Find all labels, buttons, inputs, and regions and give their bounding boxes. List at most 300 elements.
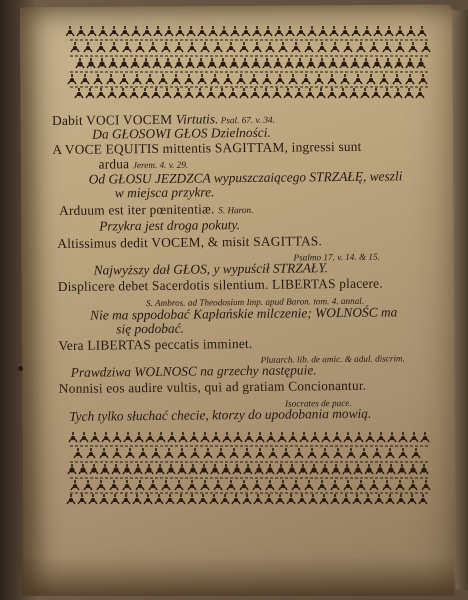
ornament-motif (292, 42, 300, 52)
text-run: Plutarch. lib. de amic. & adul. discrim. (260, 353, 406, 365)
ornament-motif (399, 432, 407, 442)
page-shadow (22, 556, 454, 596)
ornament-motif (364, 494, 372, 504)
text-run: Nie ma sppodobać Kapłańskie milczenie; WOLNOŚC ma (90, 304, 398, 323)
text-run: Da GŁOSOWI GŁOS Dzielności. (92, 124, 271, 142)
ornament-motif (409, 42, 417, 52)
ornament-motif (263, 58, 271, 68)
ornament-motif (110, 480, 118, 490)
ornament-motif (366, 432, 374, 442)
ornament-motif (357, 480, 365, 490)
ornament-motif (153, 58, 161, 68)
ornament-motif (241, 58, 249, 68)
ornament-motif (295, 448, 303, 458)
ornament-motif (162, 480, 170, 490)
ornament-motif (399, 448, 407, 458)
ornament-motif (299, 464, 307, 474)
ornament-motif (332, 464, 340, 474)
ornament-motif (328, 88, 336, 98)
text-line (58, 277, 383, 294)
ornament-motif (302, 74, 310, 84)
ornament-motif (187, 26, 195, 36)
text-run: Psal. 67. v. 34. (218, 114, 275, 126)
ornament-motif (76, 58, 84, 68)
ornament-motif (230, 448, 238, 458)
ornament-motif (131, 58, 139, 68)
ornament-motif (409, 480, 417, 490)
ornament-motif (99, 26, 107, 36)
ornament-motif (136, 42, 144, 52)
ornament-motif (97, 480, 105, 490)
ornament-motif (409, 464, 417, 474)
ornament-motif (273, 88, 281, 98)
ornament-motif (277, 464, 285, 474)
ornament-motif (144, 494, 152, 504)
ornament-motif (94, 74, 102, 84)
ornament-motif (318, 42, 326, 52)
ornament-motif (347, 448, 355, 458)
ornament-motif (217, 448, 225, 458)
text-line (116, 322, 184, 336)
ornament-motif (133, 74, 141, 84)
ornament-motif (408, 494, 416, 504)
ornament-motif (297, 26, 305, 36)
ornament-motif (81, 74, 89, 84)
ornament-motif (328, 74, 336, 84)
ornament-motif (223, 432, 231, 442)
ornament-motif (282, 448, 290, 458)
text-run: A VOCE EQUITIS mittentis SAGITTAM, ingressi sunt (52, 138, 362, 158)
ornament-motif (354, 464, 362, 474)
ornament-motif (396, 42, 404, 52)
text-run: Przykra jest droga pokuty. (99, 217, 241, 234)
ornament-motif (279, 42, 287, 52)
ornament-motif (227, 42, 235, 52)
text-run: Od GŁOSU JEZDZCA wypuszczaiącego STRZAŁĘ, weszli (88, 168, 403, 187)
ornament-motif (177, 494, 185, 504)
ornament-motif (86, 88, 94, 98)
ornament-motif (373, 448, 381, 458)
ornament-motif (330, 26, 338, 36)
ornament-motif (361, 88, 369, 98)
text-line (99, 218, 240, 233)
ornament-motif (123, 42, 131, 52)
ornament-motif (298, 494, 306, 504)
text-run: Nonnisi eos audire vultis, qui ad gratiam Concionantur. (58, 377, 367, 396)
ornament-motif (152, 88, 160, 98)
ornament-motif (355, 432, 363, 442)
ornament-motif (407, 26, 415, 36)
ornament-motif (266, 42, 274, 52)
ornament-motif (418, 26, 426, 36)
text-line (69, 407, 371, 424)
ornament-motif (197, 58, 205, 68)
ornament-motif (350, 88, 358, 98)
ornament-motif (374, 26, 382, 36)
ornament-motif (98, 58, 106, 68)
ornament-motif (394, 88, 402, 98)
ornament-motif (308, 448, 316, 458)
ornament-motif (250, 74, 258, 84)
ornament-motif (252, 58, 260, 68)
ornament-motif (289, 432, 297, 442)
ornament-motif (136, 480, 144, 490)
ornament-motif (165, 26, 173, 36)
ornament-motif (276, 494, 284, 504)
text-run: ardua (98, 156, 133, 172)
ornament-motif (231, 26, 239, 36)
ornament-motif (321, 448, 329, 458)
ornament-motif (100, 448, 108, 458)
ornament-motif (145, 464, 153, 474)
ornament-motif (69, 432, 77, 442)
ornament-motif (188, 42, 196, 52)
ornament-motif (334, 448, 342, 458)
ornament-motif (156, 464, 164, 474)
text-run: Dabit VOCI VOCEM (52, 111, 176, 129)
text-run: Arduum est iter pœnitentiæ. (58, 201, 219, 218)
ornament-motif (162, 42, 170, 52)
ornament-motif (88, 26, 96, 36)
ornament-motif (185, 74, 193, 84)
ornament-motif (233, 464, 241, 474)
ornament-motif (107, 74, 115, 84)
ornament-motif (410, 432, 418, 442)
ornament-motif (240, 480, 248, 490)
ornament-motif (295, 88, 303, 98)
text-run: S. Ambros. ad Theodosium Imp. apud Baron. tom. 4. annal. (145, 295, 365, 309)
ornament-motif (292, 480, 300, 490)
ornament-motif (264, 26, 272, 36)
ornament-motif (124, 432, 132, 442)
ornament-motif (317, 88, 325, 98)
ornament-motif (89, 494, 97, 504)
ornament-motif (186, 58, 194, 68)
ornament-motif (159, 74, 167, 84)
ornament-motif (322, 432, 330, 442)
ornament-motif (204, 448, 212, 458)
ornament-motif (396, 480, 404, 490)
ornament-motif (276, 74, 284, 84)
ornament-motif (265, 494, 273, 504)
ornament-motif (224, 74, 232, 84)
ornament-motif (149, 480, 157, 490)
ornament-motif (155, 494, 163, 504)
ornament-motif (375, 494, 383, 504)
ornament-motif (111, 494, 119, 504)
ornament-motif (340, 58, 348, 68)
ornament-motif (90, 464, 98, 474)
ornament-motif (232, 494, 240, 504)
ornament-motif (397, 494, 405, 504)
ornament-motif (339, 88, 347, 98)
ornament-motif (222, 464, 230, 474)
ornament-motif (267, 432, 275, 442)
ornament-motif (344, 42, 352, 52)
ornament-motif (331, 42, 339, 52)
text-run: Isocrates de pace. (285, 397, 352, 409)
ornament-motif (211, 74, 219, 84)
ornament-motif (130, 88, 138, 98)
ornament-motif (134, 464, 142, 474)
ornament-motif (189, 464, 197, 474)
ornament-motif (109, 58, 117, 68)
ornament-motif (71, 42, 79, 52)
ornament-motif (120, 74, 128, 84)
ornament-motif (344, 432, 352, 442)
ornament-motif (201, 480, 209, 490)
ornament-motif (383, 42, 391, 52)
bottom-ornament-band (66, 430, 432, 506)
ornament-motif (227, 480, 235, 490)
ornament-motif (412, 448, 420, 458)
ornament-motif (84, 480, 92, 490)
text-line (71, 363, 317, 379)
ornament-motif (152, 448, 160, 458)
ornament-motif (172, 74, 180, 84)
ornament-motif (174, 88, 182, 98)
top-ornament-svg (66, 24, 432, 100)
ornament-motif (198, 74, 206, 84)
ornament-motif (279, 480, 287, 490)
ornament-motif (112, 464, 120, 474)
ornament-motif (370, 42, 378, 52)
text-run: Altissimus dedit VOCEM, & misit SAGITTAS. (57, 233, 323, 251)
ornament-motif (87, 448, 95, 458)
ornament-motif (309, 494, 317, 504)
ornament-motif (384, 58, 392, 68)
ornament-motif (221, 494, 229, 504)
ornament-motif (211, 464, 219, 474)
ornament-motif (240, 88, 248, 98)
top-ornament-band (66, 24, 432, 100)
ornament-motif (74, 448, 82, 458)
ornament-motif (71, 480, 79, 490)
text-line (52, 140, 361, 157)
ornament-motif (178, 448, 186, 458)
ornament-motif (110, 26, 118, 36)
ornament-motif (296, 58, 304, 68)
ornament-motif (179, 432, 187, 442)
ornament-motif (218, 88, 226, 98)
ornament-motif (175, 58, 183, 68)
ornament-motif (285, 58, 293, 68)
ornament-motif (191, 448, 199, 458)
ornament-motif (360, 448, 368, 458)
ornament-motif (67, 494, 75, 504)
ornament-motif (123, 480, 131, 490)
ornament-motif (396, 26, 404, 36)
ornament-motif (354, 74, 362, 84)
text-run: się podobać. (116, 320, 185, 337)
ornament-motif (168, 432, 176, 442)
ornament-motif (167, 464, 175, 474)
ornament-motif (190, 432, 198, 442)
text-line (59, 202, 253, 217)
ornament-motif (214, 480, 222, 490)
ornament-motif (405, 88, 413, 98)
ornament-motif (119, 88, 127, 98)
ornament-motif (84, 42, 92, 52)
ornament-motif (305, 42, 313, 52)
text-run: Najwyższy dał GŁOS, y wypuścił STRZAŁY. (93, 260, 328, 278)
ornament-motif (101, 464, 109, 474)
ornament-motif (386, 494, 394, 504)
ornament-motif (97, 88, 105, 98)
ornament-motif (166, 494, 174, 504)
ornament-motif (201, 42, 209, 52)
ornament-motif (419, 494, 427, 504)
bottom-ornament-svg (66, 430, 432, 506)
ornament-motif (185, 88, 193, 98)
ornament-motif (341, 26, 349, 36)
ornament-motif (126, 448, 134, 458)
ornament-motif (341, 74, 349, 84)
ornament-motif (199, 494, 207, 504)
ornament-motif (165, 448, 173, 458)
ornament-motif (66, 26, 74, 36)
ornament-motif (139, 448, 147, 458)
ornament-motif (251, 88, 259, 98)
text-run: Tych tylko słuchać checie, ktorzy do upodobania mowią. (69, 405, 372, 424)
ornament-motif (100, 494, 108, 504)
ornament-motif (176, 26, 184, 36)
ornament-motif (331, 494, 339, 504)
ornament-motif (256, 432, 264, 442)
ornament-motif (219, 58, 227, 68)
ornament-motif (362, 58, 370, 68)
ornament-motif (200, 464, 208, 474)
ornament-motif (79, 464, 87, 474)
ornament-motif (319, 26, 327, 36)
ornament-motif (406, 74, 414, 84)
ornament-motif (370, 480, 378, 490)
ornament-motif (75, 88, 83, 98)
ornament-motif (254, 494, 262, 504)
text-run: Jerem. 4. v. 29. (132, 159, 189, 171)
ornament-motif (307, 58, 315, 68)
ornament-motif (255, 464, 263, 474)
ornament-motif (315, 74, 323, 84)
ornament-motif (305, 480, 313, 490)
ornament-motif (78, 494, 86, 504)
ornament-motif (77, 26, 85, 36)
text-run: Vera LIBERTAS peccatis imminet. (58, 335, 253, 353)
ornament-motif (121, 26, 129, 36)
ornament-motif (210, 494, 218, 504)
ornament-motif (68, 464, 76, 474)
ornament-motif (198, 26, 206, 36)
ornament-motif (318, 480, 326, 490)
ornament-motif (363, 26, 371, 36)
ink-mark (18, 366, 23, 371)
text-run: Prawdziwa WOLNOSC na grzechy następuie. (70, 362, 317, 380)
ornament-motif (320, 494, 328, 504)
ornament-motif (196, 88, 204, 98)
ornament-motif (310, 464, 318, 474)
ornament-motif (132, 26, 140, 36)
ornament-motif (318, 58, 326, 68)
ornament-motif (266, 464, 274, 474)
text-line (94, 261, 328, 277)
text-run: S. Haron. (218, 204, 254, 216)
ornament-motif (201, 432, 209, 442)
ornament-motif (352, 26, 360, 36)
ornament-motif (393, 74, 401, 84)
ornament-motif (321, 464, 329, 474)
ornament-motif (253, 42, 261, 52)
ornament-motif (266, 480, 274, 490)
ornament-motif (208, 58, 216, 68)
ornament-motif (422, 480, 430, 490)
ornament-motif (229, 88, 237, 98)
ornament-motif (220, 26, 228, 36)
ornament-motif (164, 58, 172, 68)
text-line (89, 169, 403, 186)
ornament-motif (262, 88, 270, 98)
ornament-motif (178, 464, 186, 474)
ornament-motif (395, 58, 403, 68)
ornament-motif (419, 74, 427, 84)
ornament-motif (333, 432, 341, 442)
ornament-motif (243, 494, 251, 504)
text-line (92, 126, 271, 141)
ornament-motif (143, 26, 151, 36)
ornament-motif (263, 74, 271, 84)
ornament-motif (288, 464, 296, 474)
ornament-motif (365, 464, 373, 474)
ornament-motif (141, 88, 149, 98)
ornament-motif (175, 42, 183, 52)
ornament-motif (344, 480, 352, 490)
ornament-motif (142, 58, 150, 68)
ornament-motif (284, 88, 292, 98)
ornament-motif (91, 432, 99, 442)
ornament-motif (385, 26, 393, 36)
ornament-motif (287, 494, 295, 504)
ornament-motif (163, 88, 171, 98)
ornament-motif (286, 26, 294, 36)
text-run: Virtutis. (175, 111, 219, 127)
ornament-motif (120, 58, 128, 68)
text-line (57, 234, 322, 250)
ornament-motif (275, 26, 283, 36)
ornament-motif (212, 432, 220, 442)
ornament-motif (188, 480, 196, 490)
ornament-motif (242, 26, 250, 36)
ornament-motif (146, 74, 154, 84)
ornament-motif (353, 494, 361, 504)
ornament-motif (383, 88, 391, 98)
ornament-motif (175, 480, 183, 490)
text-run: w miejsca przykre. (114, 184, 215, 201)
ornament-motif (80, 432, 88, 442)
text-line (90, 305, 397, 322)
ornament-motif (311, 432, 319, 442)
text-line (58, 337, 252, 352)
ornament-motif (383, 480, 391, 490)
ornament-motif (122, 494, 130, 504)
ornament-motif (113, 448, 121, 458)
ornament-motif (406, 58, 414, 68)
ornament-motif (234, 432, 242, 442)
ornament-motif (376, 464, 384, 474)
ornament-motif (188, 494, 196, 504)
ornament-motif (149, 42, 157, 52)
ornament-motif (214, 42, 222, 52)
ornament-motif (245, 432, 253, 442)
ornament-motif (209, 26, 217, 36)
